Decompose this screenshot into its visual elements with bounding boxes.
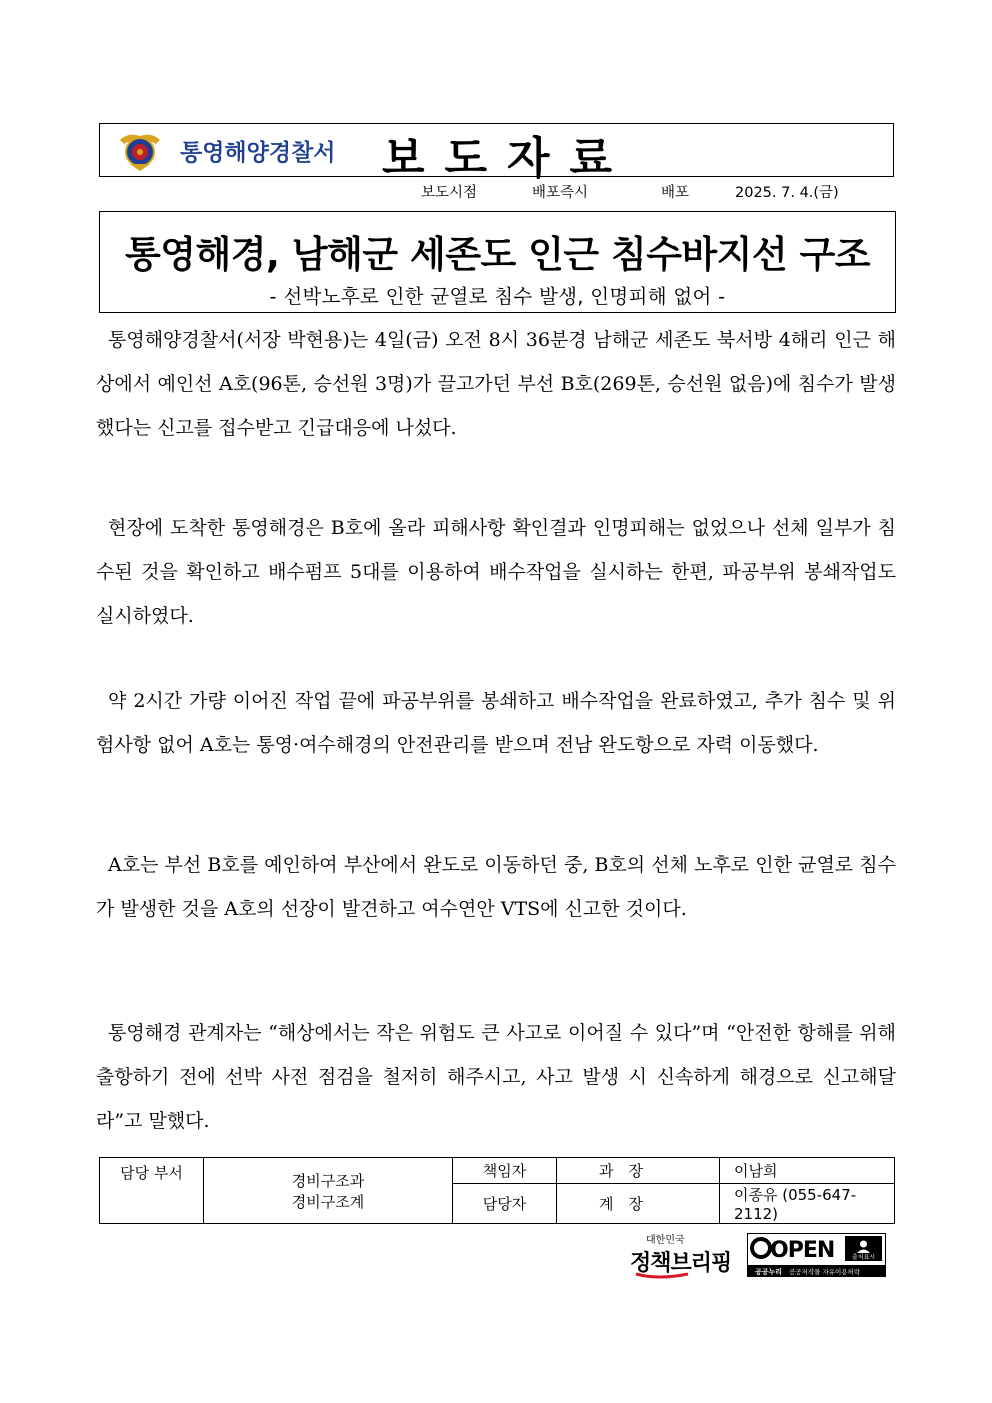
person-cell: 이종유 (055-647-2112) [720, 1184, 895, 1224]
dept-label: 담당 부서 [120, 1164, 183, 1182]
kogl-name-text: 공공누리 [755, 1268, 783, 1276]
subheadline: - 선박노후로 인한 균열로 침수 발생, 인명피해 없어 - [269, 285, 726, 308]
document-type-title: 보도자료 [382, 133, 633, 184]
dept-division: 경비구조과 [291, 1171, 365, 1190]
policy-briefing-logo [628, 1230, 736, 1280]
release-timing-value: 배포즉시 [532, 185, 589, 201]
coast-guard-emblem-icon [118, 128, 162, 172]
position-cell: 과 장 [557, 1158, 720, 1184]
position-cell: 계 장 [557, 1184, 720, 1224]
policy-logo-small-text: 대한민국 [646, 1235, 685, 1246]
release-date: 2025. 7. 4.(금) [735, 185, 839, 201]
attribution-badge-text: 출처표시 [851, 1254, 876, 1261]
policy-logo-main-text: 정책브리핑 [630, 1251, 732, 1276]
press-release-header [99, 123, 894, 184]
dept-team: 경비구조계 [291, 1192, 365, 1211]
body-paragraph-4: A호는 부선 B호를 예인하여 부산에서 완도로 이동하던 중, B호의 선체 노후로 인한 균열로 침수가 발생한 것을 A호의 선장이 발견하고 여수연안 VTS에 신고한 것이다. [96, 854, 896, 920]
open-logo-text: OPEN [770, 1238, 835, 1263]
headline-box [99, 211, 896, 313]
distribution-label: 배포 [661, 185, 690, 201]
role-cell: 책임자 [453, 1158, 557, 1184]
release-timing-label: 보도시점 [421, 185, 478, 201]
contact-table [99, 1157, 895, 1224]
person-cell: 이남희 [720, 1158, 895, 1184]
body-paragraph-3: 약 2시간 가량 이어진 작업 끝에 파공부위를 봉쇄하고 배수작업을 완료하였고, 추가 침수 및 위험사항 없어 A호는 통영·여수해경의 안전관리를 받으며 전남 완도항으로 자력 이동했다. [96, 690, 896, 756]
kogl-open-license-logo [747, 1233, 886, 1277]
kogl-description-text: 공공저작물 자유이용허락 [789, 1268, 861, 1276]
organization-name: 통영해양경찰서 [180, 140, 336, 166]
attribution-person-icon [860, 1241, 867, 1248]
dept-label-cell [100, 1158, 204, 1224]
role-cell: 담당자 [453, 1184, 557, 1224]
body-paragraph-5: 통영해경 관계자는 “해상에서는 작은 위험도 큰 사고로 이어질 수 있다”며 “안전한 항해를 위해 출항하기 전에 선박 사전 점검을 철저히 해주시고, 사고 발생 시 신속하게 해경으로 신고해달라”고 말했다. [96, 1022, 896, 1132]
dept-name-cell [204, 1158, 453, 1224]
body-paragraph-1: 통영해양경찰서(서장 박현용)는 4일(금) 오전 8시 36분경 남해군 세존도 북서방 4해리 인근 해상에서 예인선 A호(96톤, 승선원 3명)가 끌고가던 부선 B호(269톤, 승선원 없음)에 침수가 발생했다는 신고를 접수받고 긴급대응에 나섰다. [96, 329, 896, 439]
headline: 통영해경, 남해군 세존도 인근 침수바지선 구조 [124, 233, 871, 276]
body-paragraph-2: 현장에 도착한 통영해경은 B호에 올라 피해사항 확인결과 인명피해는 없었으나 선체 일부가 침수된 것을 확인하고 배수펌프 5대를 이용하여 배수작업을 실시하는 한편, 파공부위 봉쇄작업도 실시하였다. [96, 517, 896, 627]
contact-row [100, 1158, 895, 1184]
